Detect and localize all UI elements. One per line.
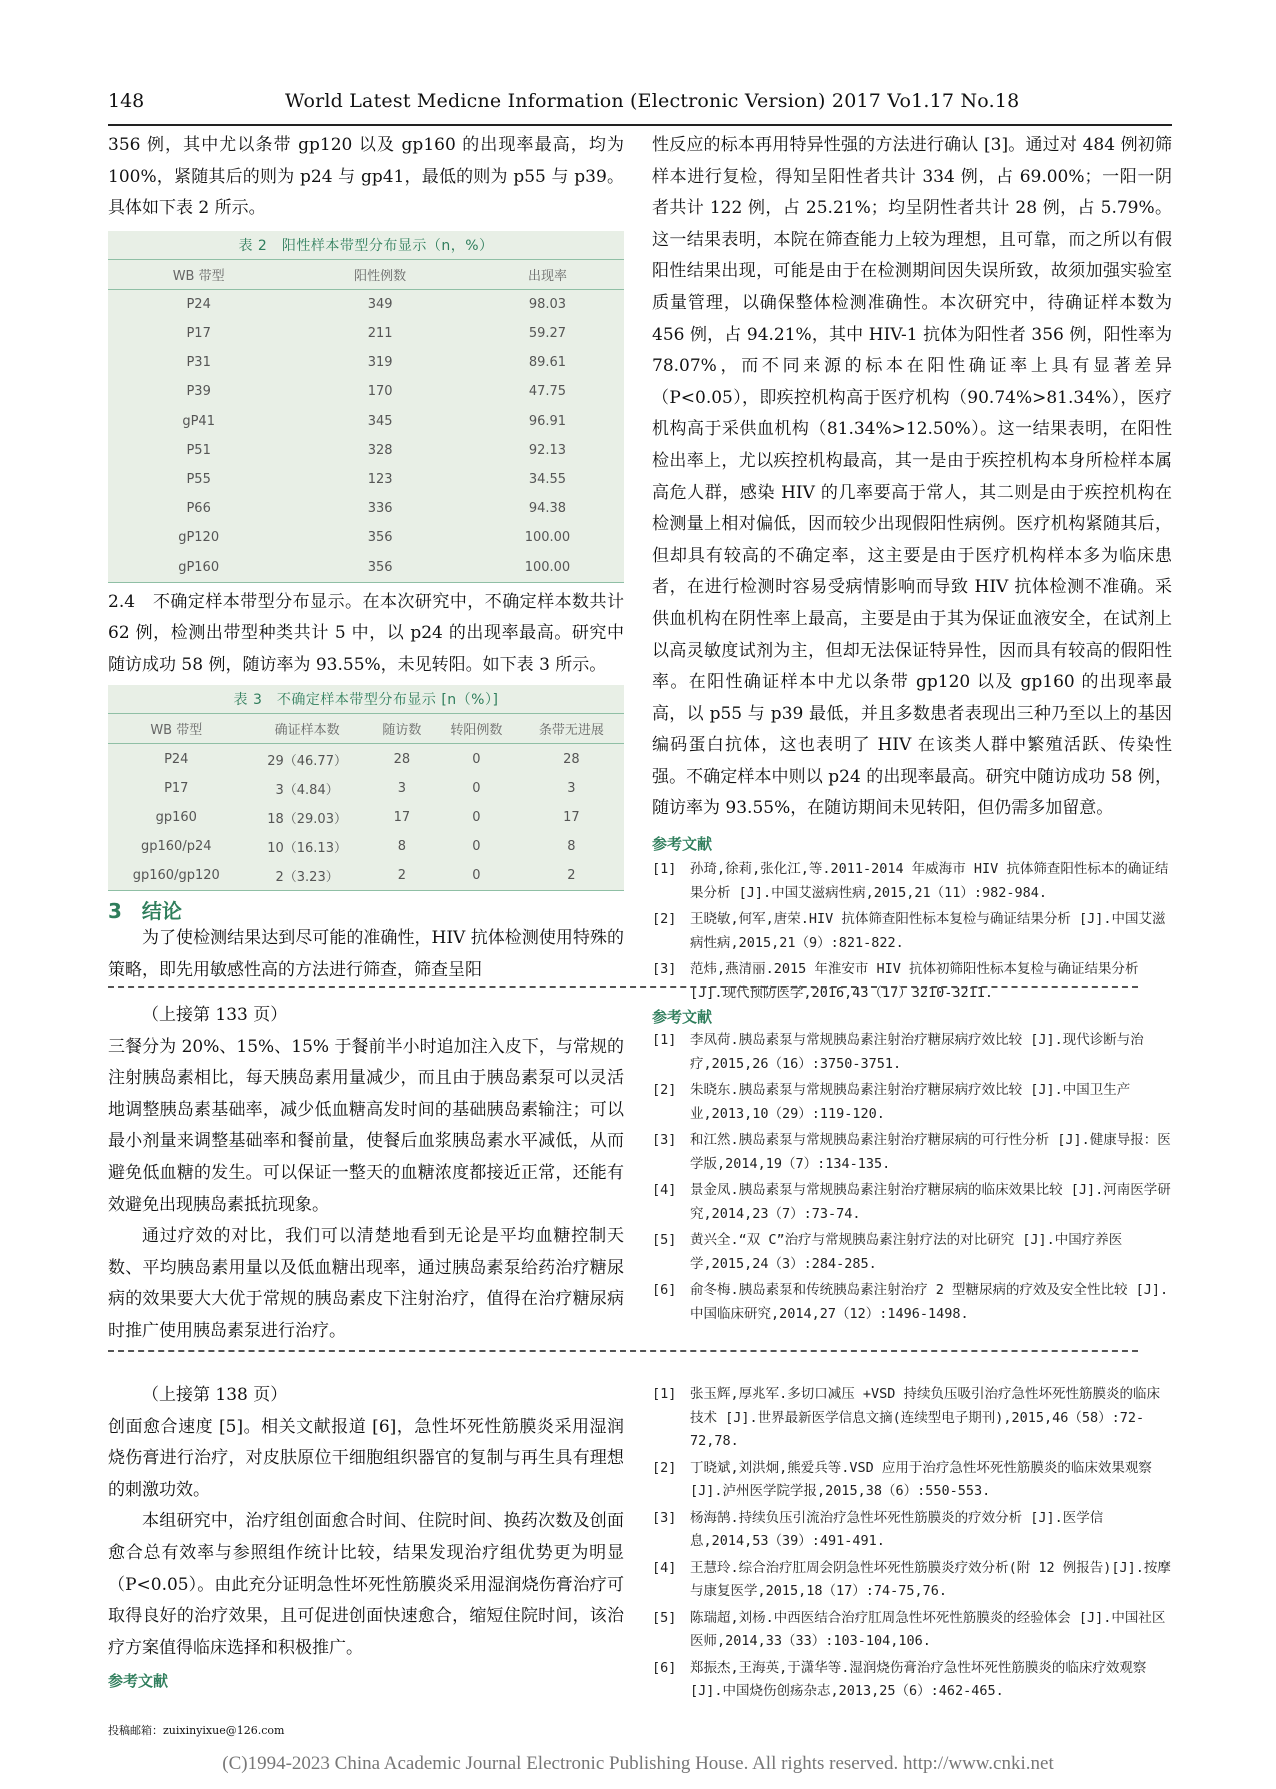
- references-138: [652, 1383, 1172, 1707]
- table-3-header: 条带无进展: [519, 714, 624, 744]
- table-3-header: 转阳例数: [434, 714, 519, 744]
- continuation-paragraph: 通过疗效的对比，我们可以清楚地看到无论是平均血糖控制天数、平均胰岛素用量以及低血糖出现率，通过胰岛素泵给药治疗糖尿病的效果要大大优于常规的胰岛素皮下注射治疗，值得在治疗糖尿病时推广使用胰岛素泵进行治疗。: [108, 1226, 624, 1341]
- reference-number: [3]: [652, 1132, 677, 1148]
- reference-item: [652, 1507, 1172, 1554]
- table-row: [108, 319, 624, 348]
- table-row: [108, 465, 624, 494]
- table-cell: 3: [397, 780, 406, 796]
- reference-number: [4]: [652, 1182, 677, 1198]
- table-cell: gP160: [108, 552, 289, 582]
- continuation-label: （上接第 133 页）: [142, 1005, 288, 1025]
- reference-item: [652, 1179, 1172, 1226]
- continuation-label: （上接第 138 页）: [142, 1385, 288, 1405]
- conclusion-paragraph: 为了使检测结果达到尽可能的准确性，HIV 抗体检测使用特殊的策略，即先用敏感性高的方法进行筛查，筛查呈阳: [108, 928, 624, 980]
- table-cell: 123: [367, 472, 393, 487]
- table-cell: gP120: [178, 530, 220, 546]
- reference-item: [652, 1457, 1172, 1504]
- reference-number: [1]: [652, 1386, 677, 1402]
- continuation-paragraph: 三餐分为 20%、15%、15% 于餐前半小时追加注入皮下，与常规的注射胰岛素相比，每天胰岛素用量减少，而且由于胰岛素泵可以灵活地调整胰岛素基础率，减少低血糖高发时间的基础胰岛素输注；可以最小剂量来调整基础率和餐前量，使餐后血浆胰岛素水平减低，从而避免低血糖的发生。可以保证一整天的血糖浓度都接近正常，还能有效避免出现胰岛素抵抗现象。: [108, 1036, 624, 1215]
- table-cell: 34.55: [528, 472, 567, 487]
- reference-item: [652, 1229, 1172, 1276]
- reference-number: [1]: [652, 861, 677, 878]
- reference-number: [2]: [652, 1459, 677, 1476]
- table-cell: 170: [367, 384, 393, 400]
- table-cell: 89.61: [528, 355, 567, 371]
- table-cell: 96.91: [528, 413, 567, 429]
- reference-text: 景金凤.胰岛素泵与常规胰岛素注射治疗糖尿病的临床效果比较 [J].河南医学研究,2014,23（7）:73-74.: [690, 1182, 1171, 1222]
- reference-number: [2]: [652, 911, 677, 928]
- reference-text: 朱晓东.胰岛素泵与常规胰岛素注射治疗糖尿病疗效比较 [J].中国卫生产业,2013,10（29）:119-120.: [690, 1082, 1131, 1122]
- continuation-paragraph: 本组研究中，治疗组创面愈合时间、住院时间、换药次数及创面愈合总有效率与参照组作统计比较，结果发现治疗组优势更为明显（P<0.05）。由此充分证明急性坏死性筋膜炎采用湿润烧伤膏治疗可取得良好的治疗效果，且可促进创面快速愈合，缩短住院时间，该治疗方案值得临床选择和积极推广。: [108, 1511, 624, 1658]
- reference-number: [4]: [652, 1559, 677, 1576]
- table-cell: gp160: [155, 809, 197, 825]
- table-cell: 319: [367, 355, 393, 371]
- table-3-header: WB 带型: [108, 714, 245, 744]
- intro-paragraph: 356 例，其中尤以条带 gp120 以及 gp160 的出现率最高，均为 100%，紧随其后的则为 p24 与 gp41，最低的则为 p55 与 p39。具体如下表 2 所示。: [108, 135, 624, 219]
- table-cell: 18（29.03）: [267, 811, 347, 827]
- table-row: [108, 803, 624, 832]
- table-cell: 0: [472, 780, 481, 796]
- table-cell: 2: [519, 861, 624, 891]
- reference-text: 孙琦,徐莉,张化江,等.2011-2014 年威海市 HIV 抗体筛查阳性标本的确证结果分析 [J].中国艾滋病性病,2015,21（11）:982-984.: [690, 861, 1169, 901]
- reference-text: 郑振杰,王海英,于潇华等.湿润烧伤膏治疗急性坏死性筋膜炎的临床疗效观察 [J].中国烧伤创疡杂志,2013,25（6）:462-465.: [690, 1659, 1147, 1699]
- table-cell: 0: [472, 809, 481, 825]
- reference-item: [652, 1657, 1172, 1704]
- table-cell: 3: [567, 780, 576, 796]
- page-number: 148: [108, 90, 145, 112]
- table-3: [108, 685, 624, 891]
- reference-item: [652, 858, 1172, 905]
- table-row: [108, 861, 624, 891]
- reference-number: [3]: [652, 1509, 677, 1526]
- table-cell: 100.00: [471, 552, 624, 582]
- references-list: [652, 1383, 1172, 1704]
- table-cell: 2: [370, 861, 434, 891]
- references-list: [652, 858, 1172, 1005]
- table-cell: P66: [186, 501, 211, 517]
- table-cell: gP41: [182, 413, 215, 429]
- table-3-header: 确证样本数: [245, 714, 370, 744]
- table-3-grid: [108, 713, 624, 891]
- table-row: [108, 377, 624, 406]
- reference-item: [652, 1383, 1172, 1454]
- table-cell: 336: [367, 501, 393, 517]
- right-column: [652, 130, 1172, 1008]
- table-cell: 0: [472, 839, 481, 855]
- reference-text: 王慧玲.综合治疗肛周会阴急性坏死性筋膜炎疗效分析(附 12 例报告)[J].按摩与康复医学,2015,18（17）:74-75,76.: [690, 1559, 1171, 1599]
- table-cell: 17: [393, 809, 411, 825]
- reference-item: [652, 1079, 1172, 1126]
- table-cell: 59.27: [528, 326, 567, 342]
- copyright-footer: (C)1994-2023 China Academic Journal Electronic Publishing House. All rights reserved. http://www.cnki.net: [222, 1753, 1054, 1774]
- table-cell: 94.38: [528, 501, 567, 517]
- table-cell: 0: [472, 751, 481, 767]
- continuation-138: [108, 1380, 624, 1691]
- table-row: [108, 552, 624, 582]
- table-cell: P17: [186, 326, 211, 342]
- reference-item: [652, 1557, 1172, 1604]
- table-row: [108, 494, 624, 523]
- reference-text: 王晓敏,何军,唐荣.HIV 抗体筛查阳性标本复检与确证结果分析 [J].中国艾滋病性病,2015,21（9）:821-822.: [690, 911, 1166, 951]
- continuation-133: [108, 1000, 624, 1348]
- reference-number: [1]: [652, 1032, 677, 1048]
- table-3-header: 随访数: [370, 714, 434, 744]
- table-cell: 28: [563, 751, 580, 767]
- section-2-4-paragraph: 2.4 不确定样本带型分布显示。在本次研究中，不确定样本数共计 62 例，检测出带型种类共计 5 中，以 p24 的出现率最高。研究中随访成功 58 例，随访率为 93.55%，未见转阳。如下表 3 所示。: [108, 591, 624, 675]
- reference-text: 李凤荷.胰岛素泵与常规胰岛素注射治疗糖尿病疗效比较 [J].现代诊断与治疗,2015,26（16）:3750-3751.: [690, 1032, 1144, 1072]
- table-cell: 47.75: [528, 384, 567, 400]
- reference-number: [3]: [652, 961, 677, 978]
- table-cell: P51: [186, 442, 211, 458]
- table-cell: gp160/gp120: [108, 861, 245, 891]
- table-row: [108, 348, 624, 377]
- table-2-grid: [108, 259, 624, 583]
- reference-number: [5]: [652, 1609, 677, 1626]
- reference-item: [652, 1029, 1172, 1076]
- table-cell: 10（16.13）: [267, 841, 347, 857]
- table-cell: 92.13: [528, 442, 567, 458]
- reference-text: 张玉辉,厚兆军.多切口减压 +VSD 持续负压吸引治疗急性坏死性筋膜炎的临床技术 [J].世界最新医学信息文摘(连续型电子期刊),2015,46（58）:72-72,78.: [690, 1386, 1161, 1449]
- table-cell: 29（46.77）: [267, 753, 347, 769]
- reference-number: [5]: [652, 1232, 677, 1248]
- table-cell: P31: [186, 355, 211, 371]
- reference-text: 丁晓斌,刘洪炯,熊爱兵等.VSD 应用于治疗急性坏死性筋膜炎的临床效果观察 [J].泸州医学院学报,2015,38（6）:550-553.: [690, 1459, 1152, 1499]
- references-heading: 参考文献: [108, 1672, 169, 1691]
- table-cell: 8: [567, 839, 576, 855]
- reference-item: [652, 908, 1172, 955]
- references-heading: 参考文献: [652, 1008, 713, 1026]
- discussion-paragraph: 性反应的标本再用特异性强的方法进行确认 [3]。通过对 484 例初筛样本进行复检，得知呈阳性者共计 334 例，占 69.00%；一阳一阴者共计 122 例，占 25.21%；均呈阴性者共计 28 例，占 5.79%。这一结果表明，本院在筛查能力上较为理想，且可靠，而之所以有假阳性结果出现，可能是由于在检测期间因失误所致，故须加强实验室质量管理，以确保整体检测准确性。本次研究中，待确证样本数为 456 例，占 94.21%，其中 HIV-1 抗体为阳性者 356 例，阳性率为 78.07%，而不同来源的标本在阳性确证率上具有显著差异（P<0.05），即疾控机构高于医疗机构（90.74%>81.34%），医疗机构高于采供血机构（81.34%>12.50%）。这一结果表明，在阳性检出率上，尤以疾控机构最高，其一是由于疾控机构本身所检样本属高危人群，感染 HIV 的几率要高于常人，其二则是由于疾控机构在检测量上相对偏低，因而较少出现假阳性病例。医疗机构紧随其后，但却具有较高的不确定率，这主要是由于医疗机构样本多为临床患者，在进行检测时容易受病情影响而导致 HIV 抗体检测不准确。采供血机构在阴性率上最高，主要是由于其为保证血液安全，在试剂上以高灵敏度试剂为主，但却无法保证特异性，因而具有较高的假阳性率。在阳性确证样本中尤以条带 gp120 以及 gp160 的出现率最高，以 p55 与 p39 最低，并且多数患者表现出三种乃至以上的基因编码蛋白抗体，这也表明了 HIV 在该类人群中繁殖活跃、传染性强。不确定样本中则以 p24 的出现率最高。研究中随访成功 58 例，随访率为 93.55%，在随访期间未见转阳，但仍需多加留意。: [652, 135, 1172, 819]
- table-row: [108, 744, 624, 774]
- table-cell: 345: [367, 413, 393, 429]
- reference-text: 范炜,燕清丽.2015 年淮安市 HIV 抗体初筛阳性标本复检与确证结果分析 [J].现代预防医学,2016,43（17）3210-3211.: [690, 961, 1139, 1001]
- table-cell: 356: [289, 552, 471, 582]
- table-row: [108, 436, 624, 465]
- table-row: [108, 523, 624, 552]
- references-list: [652, 1029, 1172, 1326]
- left-column: [108, 130, 624, 987]
- reference-number: [2]: [652, 1082, 677, 1098]
- table-3-caption: 表 3 不确定样本带型分布显示 [n（%）]: [233, 692, 499, 709]
- reference-text: 杨海鹄.持续负压引流治疗急性坏死性筋膜炎的疗效分析 [J].医学信息,2014,53（39）:491-491.: [690, 1509, 1104, 1549]
- reference-item: [652, 1279, 1172, 1326]
- reference-text: 和江然.胰岛素泵与常规胰岛素注射治疗糖尿病的可行性分析 [J].健康导报：医学版,2014,19（7）:134-135.: [690, 1132, 1171, 1172]
- table-row: [108, 774, 624, 803]
- table-cell: 3（4.84）: [275, 782, 339, 798]
- table-2-caption: 表 2 阳性样本带型分布显示（n，%）: [238, 237, 494, 254]
- section-divider: [108, 986, 1138, 988]
- table-cell: gp160/p24: [141, 839, 212, 855]
- table-cell: P17: [164, 780, 189, 796]
- reference-item: [652, 1129, 1172, 1176]
- reference-item: [652, 958, 1172, 1005]
- table-row: [108, 832, 624, 861]
- table-cell: P55: [186, 472, 211, 487]
- reference-text: 俞冬梅.胰岛素泵和传统胰岛素注射治疗 2 型糖尿病的疗效及安全性比较 [J].中国临床研究,2014,27（12）:1496-1498.: [690, 1282, 1169, 1322]
- reference-text: 黄兴全.“双 C”治疗与常规胰岛素注射疗法的对比研究 [J].中国疗养医学,2015,24（3）:284-285.: [690, 1232, 1123, 1272]
- table-row: [108, 289, 624, 319]
- reference-text: 陈瑞超,刘杨.中西医结合治疗肛周急性坏死性筋膜炎的经验体会 [J].中国社区医师,2014,33（33）:103-104,106.: [690, 1609, 1166, 1649]
- table-2-header: 阳性例数: [289, 259, 471, 289]
- table-cell: P39: [186, 384, 211, 400]
- table-cell: 0: [434, 861, 519, 891]
- table-2-header: WB 带型: [108, 259, 289, 289]
- table-cell: 2（3.23）: [245, 861, 370, 891]
- references-133: [652, 1006, 1172, 1329]
- table-cell: P24: [186, 296, 211, 312]
- table-cell: 100.00: [524, 530, 571, 546]
- table-2: [108, 231, 624, 583]
- table-cell: 356: [367, 530, 393, 546]
- table-cell: 28: [393, 751, 411, 767]
- journal-title: World Latest Medicne Information (Electronic Version) 2017 Vo1.17 No.18: [285, 90, 1020, 112]
- table-cell: 8: [397, 839, 406, 855]
- continuation-paragraph: 创面愈合速度 [5]。相关文献报道 [6]，急性坏死性筋膜炎采用湿润烧伤膏进行治疗，对皮肤原位干细胞组织器官的复制与再生具有理想的刺激功效。: [108, 1416, 624, 1500]
- table-2-header: 出现率: [471, 259, 624, 289]
- reference-number: [6]: [652, 1282, 677, 1298]
- table-cell: 328: [367, 442, 393, 458]
- table-cell: 211: [367, 326, 393, 342]
- section-divider: [108, 1350, 1138, 1352]
- table-row: [108, 407, 624, 436]
- submission-email: 投稿邮箱：zuixinyixue@126.com: [108, 1724, 285, 1737]
- table-cell: 349: [367, 296, 393, 312]
- references-heading: 参考文献: [652, 835, 713, 854]
- section-3-heading: 3 结论: [108, 899, 182, 924]
- header-divider: [108, 124, 1172, 126]
- table-cell: 17: [563, 809, 580, 825]
- table-cell: 98.03: [528, 296, 567, 312]
- reference-number: [6]: [652, 1659, 677, 1676]
- table-cell: P24: [164, 751, 189, 767]
- reference-item: [652, 1607, 1172, 1654]
